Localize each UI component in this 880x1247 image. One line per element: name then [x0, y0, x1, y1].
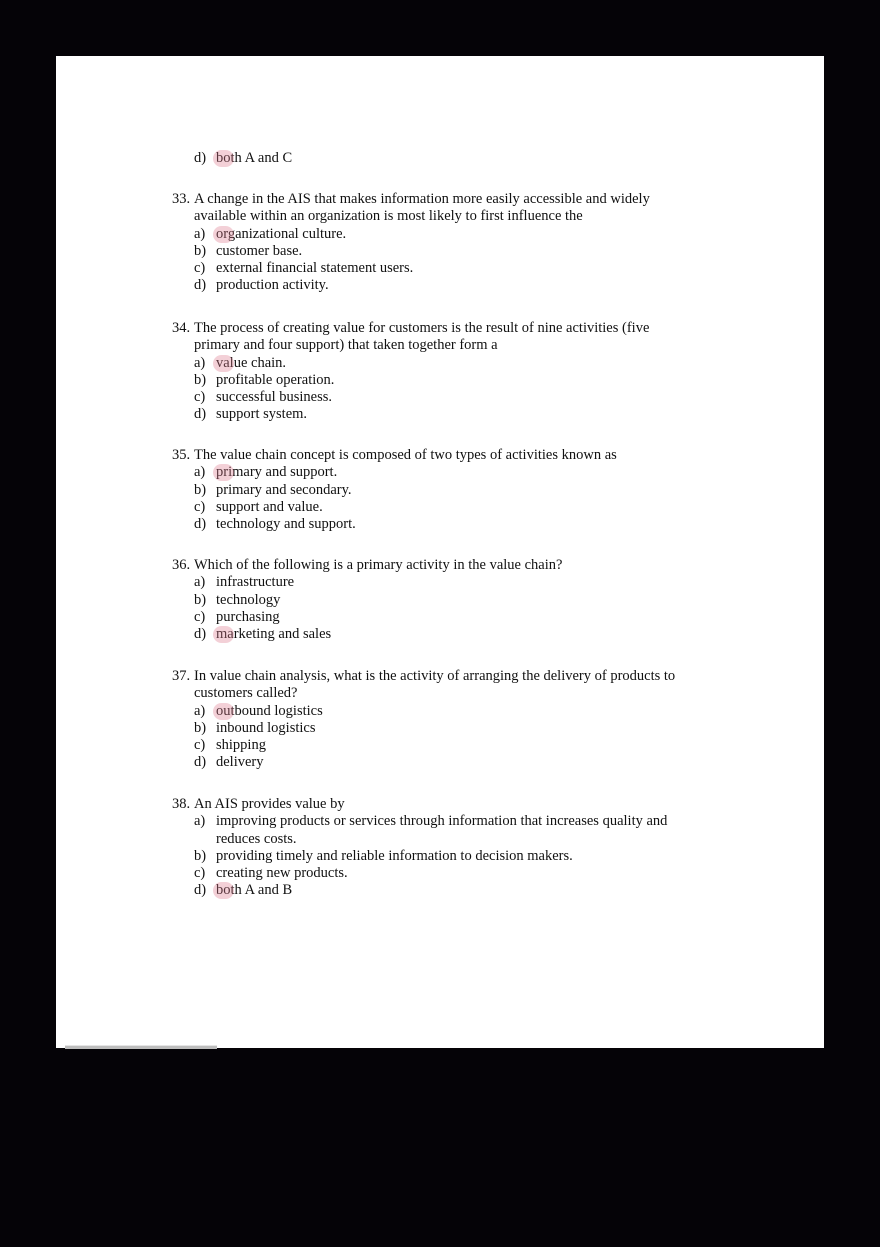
question-36	[172, 557, 694, 643]
question-stem: 38. An AIS provides value by	[172, 796, 345, 812]
question-stem: 33. A change in the AIS that makes information more easily accessible and widely available within an organization is most likely to first influence the	[172, 191, 650, 225]
option-item: a) infrastructure	[194, 574, 295, 591]
answer-highlight	[213, 150, 234, 167]
question-number: 33.	[172, 191, 191, 207]
option-item: b) profitable operation.	[194, 371, 335, 388]
option-letter: d)	[194, 150, 207, 166]
question-stem: 35. The value chain concept is composed of two types of activities known as	[172, 447, 617, 463]
question-33	[172, 191, 694, 295]
question-number: 36.	[172, 557, 191, 573]
option-item: a) outbound logistics	[194, 702, 323, 719]
option-item: d) production activity.	[194, 277, 329, 294]
horizontal-scrollbar[interactable]	[65, 1045, 217, 1049]
question-number: 34.	[172, 320, 191, 336]
option-item: d) technology and support.	[194, 516, 356, 533]
answer-highlight	[213, 626, 234, 643]
option-item: a) organizational culture.	[194, 225, 347, 242]
option-item: c) support and value.	[194, 498, 323, 515]
question-38	[172, 796, 694, 900]
carryover-option	[172, 150, 694, 167]
question-number: 35.	[172, 447, 191, 463]
option-item: d) support system.	[194, 406, 308, 423]
option-item: c) successful business.	[194, 389, 332, 406]
option-item: b) technology	[194, 591, 281, 608]
question-34	[172, 320, 694, 424]
question-number: 38.	[172, 796, 191, 812]
option-item: b) primary and secondary.	[194, 481, 352, 498]
question-stem: 36. Which of the following is a primary activity in the value chain?	[172, 557, 563, 573]
option-item: b) inbound logistics	[194, 719, 316, 736]
answer-highlight	[213, 882, 234, 899]
option-item	[172, 150, 694, 167]
option-item: d) delivery	[194, 754, 264, 771]
answer-highlight	[213, 355, 234, 372]
option-item: d) marketing and sales	[194, 626, 332, 643]
answer-highlight	[213, 464, 234, 481]
option-item: d) both A and B	[194, 882, 293, 899]
answer-highlight	[213, 703, 234, 720]
question-stem: 34. The process of creating value for customers is the result of nine activities (five primary and four support) that taken together form a	[172, 320, 650, 354]
option-item: b) providing timely and reliable information to decision makers.	[194, 847, 573, 864]
question-37	[172, 668, 694, 772]
answer-highlight	[213, 226, 234, 243]
option-item: a) primary and support.	[194, 464, 338, 481]
option-item: b) customer base.	[194, 242, 303, 259]
option-item: c) external financial statement users.	[194, 260, 414, 277]
option-item: a) value chain.	[194, 354, 287, 371]
option-item: c) purchasing	[194, 608, 280, 625]
question-35	[172, 447, 694, 533]
question-stem: 37. In value chain analysis, what is the activity of arranging the delivery of products to customers called?	[172, 668, 676, 702]
question-number: 37.	[172, 668, 191, 684]
option-item: c) creating new products.	[194, 865, 348, 882]
option-item: c) shipping	[194, 737, 266, 754]
option-item: a) improving products or services through information that increases quality and reduces costs.	[194, 813, 668, 847]
option-text: both A and C	[216, 150, 293, 166]
